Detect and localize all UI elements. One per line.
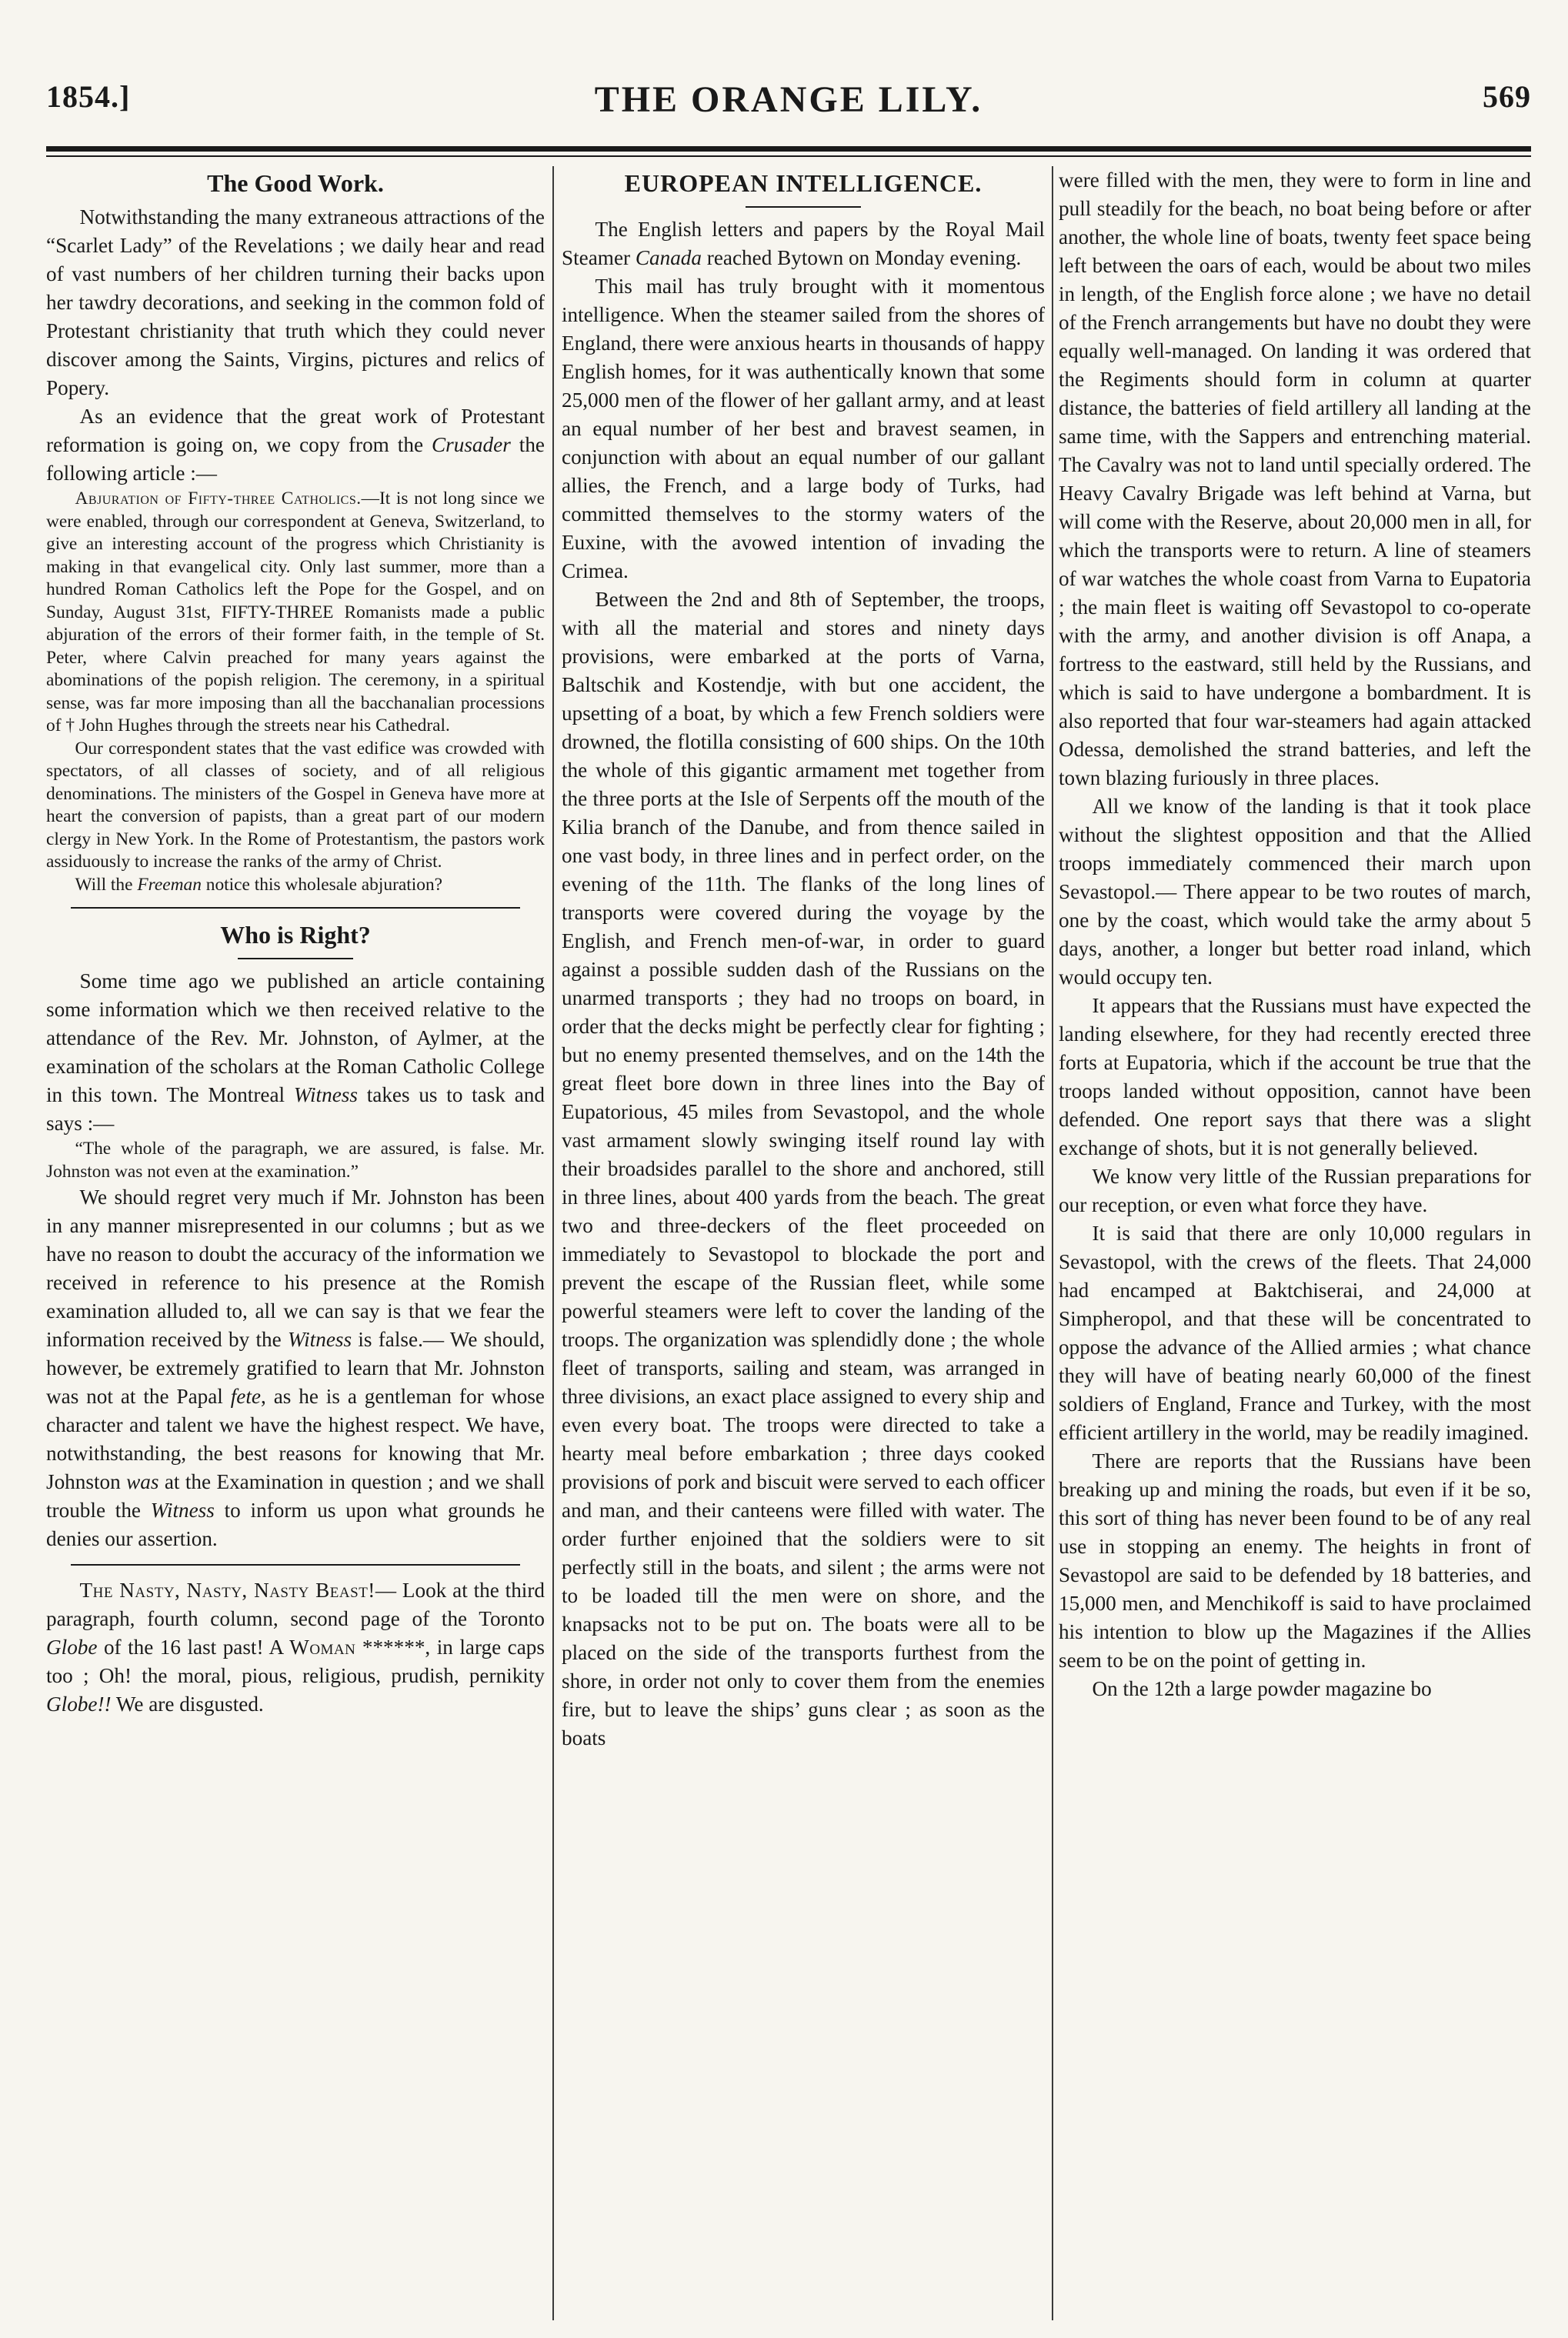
paragraph: All we know of the landing is that it took place without the slightest opposition and that the Allied troops immediately commenced their march upon Sevastopol.— There appear to be two routes of march, one by the coast, which would take the army about 5 days, another, a longer but better road inland, which would occupy ten. [1059,795,1531,989]
column-3 [1059,166,1531,2320]
header-year: 1854.] [46,79,131,114]
excerpt-lead: Abjuration of Fifty-three Catholics. [75,489,362,509]
column-divider-2 [1052,166,1053,2320]
source-name: Crusader [432,433,511,456]
header-title: THE ORANGE LILY. [594,79,983,120]
ship-name: Canada [635,246,702,269]
nasty-lead: The Nasty, Nasty, Nasty Beast! [79,1579,375,1602]
paragraph: Between the 2nd and 8th of September, the troops, with all the material and stores and ninety days provisions, were embarked at the ports of Varna, Baltschik and Kostendje, with but one accident, the upsetting of a boat, by which a few French soldiers were drowned, the flotilla consisting of 600 ships. On the 10th the whole of this gigantic armament met together from the three ports at the Isle of Serpents off the mouth of the Kilia branch of the Danube, and from thence sailed in one vast body, in three lines and in perfect order, on the evening of the 11th. The flanks of the long lines of transports were covered during the voyage by the English, and French men-of-war, in order to guard against a possible sudden dash of the Russians on the unarmed transports ; they had no troops on board, in order that the decks might be perfectly clear for fighting ; but no enemy presented themselves, and on the 14th the great fleet bore down in three lines into the Bay of Eupatorious, 45 miles from Sevastopol, and the whole vast armament slowly swinging itself round lay with their broadsides parallel to the shore and anchored, still in three lines, about 400 yards from the beach. The great two and three-deckers of the fleet proceeded on immediately to Sevastopol to blockade the port and prevent the escape of the Russian fleet, while some powerful steamers were left to cover the landing of the troops. The organization was splendidly done ; the whole fleet of transports, sailing and steam, was arranged in three divisions, an exact place assigned to every ship and even every boat. The troops were directed to take a hearty meal before embarkation ; three days cooked provisions of pork and biscuit were served to each officer and man, and their canteens were filled with water. The order further enjoined that the soldiers were to sit perfectly still in the boats, and silent ; the arms were not to be loaded till the men were on shore, and the knapsacks not to be put on. The boats were all to be placed on the side of the transports furthest from the shore, in order not only to cover them from the enemies fire, but to leave the ships’ guns clear ; as soon as the boats [562,588,1045,1749]
paragraph: There are reports that the Russians have been breaking up and mining the roads, but even if it be so, this sort of thing has never been found to be of any real use in stopping an enemy. The heights in front of Sevastopol are said to be defended by 18 batteries, and 15,000 men, and Menchikoff is said to have proclaimed his intention to blow up the Magazines if the Allies seem to be on the point of getting in. [1059,1449,1531,1672]
paragraph: It is said that there are only 10,000 regulars in Sevastopol, with the crews of the fleets. That 24,000 had encamped at Baktchiserai, and 24,000 at Simpheropol, and that these will be concentrated to oppose the advance of the Allied armies ; what chance they will have of beating nearly 60,000 of the finest soldiers of England, France and Turkey, with the most efficient artillery in the world, may be readily imagined. [1059,1222,1531,1444]
header-rule-thick [46,146,1531,152]
paragraph: It appears that the Russians must have expected the landing elsewhere, for they had recently erected three forts at Eupatoria, which if the account be true that the troops landed without opposition, cannot have been defended. One report says that there was a slight exchange of shots, but it is not generally believed. [1059,994,1531,1159]
paragraph: We should regret very much if Mr. Johnston has been in any manner misrepresented in our columns ; but as we have no reason to doubt the accuracy of the information we received in reference to his presence at the Romish examination alluded to, all we can say is that we fear the information received by the Witness is false.— We should, however, be extremely gratified to learn that Mr. Johnston was not at the Papal fete, as he is a gentleman for whose character and talent we have the highest respect. We have, notwithstanding, the best reasons for knowing that Mr. Johnston was at the Examination in question ; and we shall trouble the Witness to inform us upon what grounds he denies our assertion. [46,1186,545,1550]
paragraph: The English letters and papers by the Royal Mail Steamer Canada reached Bytown on Monday evening. [562,218,1045,269]
title-divider [746,206,861,208]
paragraph: were filled with the men, they were to form in line and pull steadily for the beach, no boat being before or after another, the whole line of boats, twenty feet space being left between the oars of each, would be about two miles in length, of the English force alone ; we have no detail of the French arrangements but have no doubt they were equally well-managed. On landing it was ordered that the Regiments should form in column at quarter distance, the batteries of field artillery all landing at the same time, with the Sappers and entrenching material. The Cavalry was not to land until specially ordered. The Heavy Cavalry Brigade was left behind at Varna, but will come with the Reserve, about 20,000 men in all, for which the transports were to return. A line of steamers of war watches the whole coast from Varna to Eupatoria ; the main fleet is waiting off Sevastopol to co-operate with the army, and another division is off Anapa, a fortress to the eastward, still held by the Russians, and which is said to have undergone a bombardment. It is also reported that four war-steamers had again attacked Odessa, demolished the strand batteries, and left the town blazing furiously in three places. [1059,168,1531,789]
column-divider-1 [552,166,554,2320]
section-divider [71,907,519,909]
article-title-who-is-right: Who is Right? [220,921,371,949]
header-page-number: 569 [1483,79,1531,114]
title-divider [238,958,353,959]
paragraph: As an evidence that the great work of Protestant reformation is going on, we copy from the Crusader the following article :— [46,405,545,485]
quoted-text: “The whole of the paragraph, we are assured, is false. Mr. Johnston was not even at the examination.” [46,1139,545,1182]
excerpt-paragraph: Will the Freeman notice this wholesale abjuration? [75,874,443,895]
column-2 [562,166,1045,2320]
paragraph: We know very little of the Russian preparations for our reception, or even what force they have. [1059,1165,1531,1216]
article-title-good-work: The Good Work. [207,169,384,197]
page-header [46,74,1531,128]
excerpt-paragraph: Our correspondent states that the vast edifice was crowded with spectators, of all classes of society, and of all religious denominations. The ministers of the Gospel in Geneva have more at heart the conversion of papists, than a great part of our modern clergy in New York. In the Rome of Protestantism, the pastors work assiduously to increase the ranks of the army of Christ. [46,738,545,872]
paragraph: Notwithstanding the many extraneous attractions of the “Scarlet Lady” of the Revelations ; we daily hear and read of vast numbers of her children turning their backs upon her tawdry decorations, and seeking in the common fold of Protestant christianity that truth which they could never discover among the Saints, Virgins, pictures and relics of Popery. [46,205,545,399]
paragraph: Some time ago we published an article containing some information which we then received relative to the attendance of the Rev. Mr. Johnston, of Aylmer, at the examination of the scholars at the Roman Catholic College in this town. The Montreal Witness takes us to task and says :— [46,969,545,1135]
paragraph: This mail has truly brought with it momentous intelligence. When the steamer sailed from the shores of England, there were anxious hearts in thousands of happy English homes, for it was authentically known that some 25,000 men of the flower of her gallant army, and at least an equal number of her best and bravest seamen, in conjunction with about an equal number of our gallant allies, the French, and a large body of Turks, had committed themselves to the stormy waters of the Euxine, with the avowed intention of invading the Crimea. [562,275,1045,582]
paragraph: On the 12th a large powder magazine bo [1092,1677,1432,1700]
paragraph: The Nasty, Nasty, Nasty Beast!— Look at the third paragraph, fourth column, second page of the Toronto Globe of the 16 last past! A Woman ******, in large caps too ; Oh! the moral, pious, religious, prudish, pernikity Globe!! We are disgusted. [46,1579,545,1716]
column-1 [46,166,545,2320]
section-divider [71,1564,519,1566]
excerpt-paragraph: Abjuration of Fifty-three Catholics.—It is not long since we were enabled, through our correspondent at Geneva, Switzerland, to give an interesting account of the progress which Christianity is making in that evangelical city. Only last summer, more than a hundred Roman Catholics left the Pope for the Gospel, and on Sunday, August 31st, FIFTY-THREE Romanists made a public abjuration of the errors of their former faith, in the temple of St. Peter, where Calvin preached for many years against the abominations of the popish religion. The ceremony, in a spiritual sense, was far more imposing than all the bacchanalian processions of † John Hughes through the streets near his Cathedral. [46,489,545,735]
article-title-european-intelligence: EUROPEAN INTELLIGENCE. [624,169,983,197]
header-rule-thin [46,155,1531,157]
